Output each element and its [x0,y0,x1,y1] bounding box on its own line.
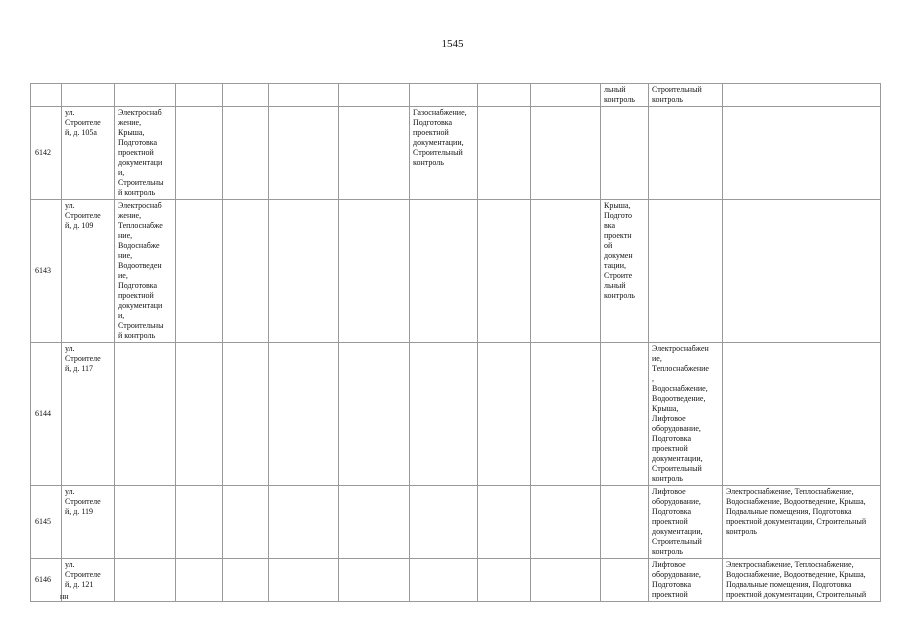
cell [269,107,339,200]
cell-c12: Электроснабжение, Теплоснабжение, Водоснабжение, Водоотведение, Крыша, Подвальные помещения, Подготовка проектной документации, Строительный контроль [723,486,881,559]
cell-c11: Лифтовое оборудование, Подготовка проектной [649,559,723,602]
cell-c7 [410,343,478,486]
cell [723,84,881,107]
cell [269,200,339,343]
cell-c11: Лифтовое оборудование, Подготовка проектной документации, Строительный контроль [649,486,723,559]
cell [269,559,339,602]
cell-c10 [601,486,649,559]
cell-c3: Электроснаб жение, Крыша, Подготовка проектной документаци и, Строительны й контроль [115,107,176,200]
cell-c3: Электроснаб жение, Теплоснабже ние, Водоснабже ние, Водоотведен ие, Подготовка проектной документаци и, Строительны й контроль [115,200,176,343]
row-address: ул. Строителе й, д. 109 [62,200,115,343]
cell [223,107,269,200]
cell [339,343,410,486]
cell-c12 [723,343,881,486]
cell-c10 [601,107,649,200]
row-number: 6143 [31,200,62,343]
cell [478,559,531,602]
cell [410,84,478,107]
cell-c10 [601,559,649,602]
cell-c10: Крыша, Подгото вка проектн ой докумен тации, Строите льный контроль [601,200,649,343]
cell-c11 [649,200,723,343]
cell [478,84,531,107]
cell-c3 [115,559,176,602]
cell-c11 [649,107,723,200]
cell-c12 [723,107,881,200]
page-number: 1545 [441,38,464,50]
cell [478,107,531,200]
cell [531,486,601,559]
cell [269,343,339,486]
cell-c7 [410,486,478,559]
cell-c12 [723,200,881,343]
works-table [30,83,881,602]
row-number: 6142 [31,107,62,200]
cell-address [62,84,115,107]
table-row-continuation [31,84,881,107]
cell [223,559,269,602]
footer-note: нн [60,592,69,601]
table-row [31,343,881,486]
cell-c7 [410,200,478,343]
cell [339,559,410,602]
cell [531,84,601,107]
cell [478,486,531,559]
row-address: ул. Строителе й, д. 119 [62,486,115,559]
cell-c10: льный контроль [601,84,649,107]
cell [176,200,223,343]
row-number: 6144 [31,343,62,486]
cell [223,200,269,343]
cell [176,84,223,107]
cell-c11: Строительный контроль [649,84,723,107]
cell [339,200,410,343]
cell [176,559,223,602]
cell [478,343,531,486]
table-row [31,486,881,559]
row-number: 6146 [31,559,62,602]
cell [339,486,410,559]
cell [531,107,601,200]
cell [176,343,223,486]
cell [176,486,223,559]
cell-c11: Электроснабжен ие, Теплоснабжение , Водоснабжение, Водоотведение, Крыша, Лифтовое оборудование, Подготовка проектной документации, Строительный контроль [649,343,723,486]
table-row [31,559,881,602]
table-row [31,107,881,200]
cell-c7: Газоснабжение, Подготовка проектной документации, Строительный контроль [410,107,478,200]
cell [339,107,410,200]
cell-c3 [115,486,176,559]
cell [339,84,410,107]
cell [269,84,339,107]
row-address: ул. Строителе й, д. 117 [62,343,115,486]
cell [269,486,339,559]
cell [223,486,269,559]
cell-c10 [601,343,649,486]
cell-num [31,84,62,107]
cell [176,107,223,200]
cell [531,343,601,486]
row-address: ул. Строителе й, д. 121 [62,559,115,602]
row-number: 6145 [31,486,62,559]
cell-c12: Электроснабжение, Теплоснабжение, Водоснабжение, Водоотведение, Крыша, Подвальные помещения, Подготовка проектной документации, Строительный [723,559,881,602]
cell [531,200,601,343]
cell [223,343,269,486]
cell [115,84,176,107]
cell-c7 [410,559,478,602]
cell-c3 [115,343,176,486]
cell [223,84,269,107]
row-address: ул. Строителе й, д. 105а [62,107,115,200]
table-row [31,200,881,343]
cell [478,200,531,343]
cell [531,559,601,602]
